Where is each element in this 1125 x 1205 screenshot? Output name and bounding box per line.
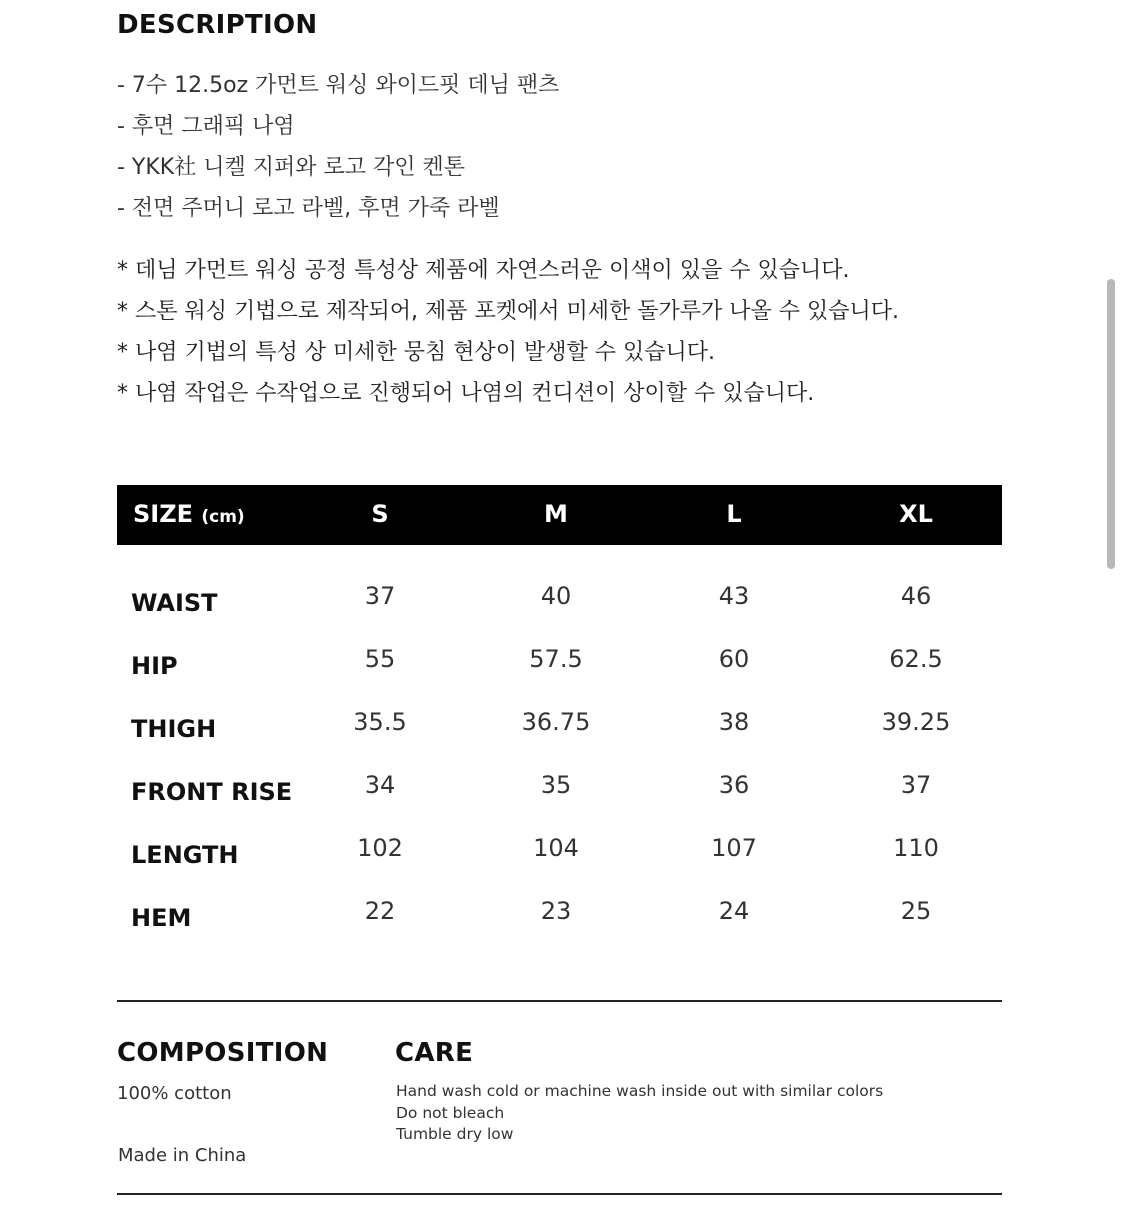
- table-cell: 55: [364, 645, 396, 673]
- row-label: LENGTH: [131, 841, 239, 869]
- table-cell: 37: [900, 771, 932, 799]
- description-title: DESCRIPTION: [117, 10, 318, 40]
- note-item: * 나염 작업은 수작업으로 진행되어 나염의 컨디션이 상이할 수 있습니다.: [117, 381, 815, 406]
- size-table-header: [117, 485, 1002, 545]
- divider: [117, 1193, 1002, 1195]
- table-cell: 36.75: [521, 708, 591, 736]
- care-item: Hand wash cold or machine wash inside out with similar colors: [396, 1082, 884, 1100]
- table-cell: 22: [364, 897, 396, 925]
- table-cell: 40: [540, 582, 572, 610]
- size-header-m: M: [544, 500, 568, 528]
- row-label: HIP: [131, 652, 178, 680]
- description-list: [117, 70, 559, 234]
- table-row: [117, 576, 1002, 639]
- table-cell: 39.25: [881, 708, 951, 736]
- note-item: * 데님 가먼트 워싱 공정 특성상 제품에 자연스러운 이색이 있을 수 있습니다.: [117, 258, 850, 283]
- description-item: - 후면 그래픽 나염: [117, 114, 295, 139]
- description-item: - 전면 주머니 로고 라벨, 후면 가죽 라벨: [117, 196, 500, 221]
- description-item: - YKK社 니켈 지퍼와 로고 각인 켄톤: [117, 155, 465, 180]
- table-cell: 46: [900, 582, 932, 610]
- table-cell: 37: [364, 582, 396, 610]
- scrollbar-thumb[interactable]: [1107, 279, 1115, 569]
- care-item: Do not bleach: [396, 1103, 505, 1122]
- composition-title: COMPOSITION: [117, 1038, 329, 1068]
- divider: [117, 1000, 1002, 1002]
- table-cell: 104: [533, 834, 579, 862]
- table-cell: 60: [718, 645, 750, 673]
- origin-text: Made in China: [118, 1145, 247, 1166]
- size-header-label: [133, 485, 245, 545]
- row-label: THIGH: [131, 715, 217, 743]
- notes-list: [117, 255, 899, 419]
- size-header-l: L: [726, 500, 742, 528]
- table-row: [117, 765, 1002, 828]
- table-cell: 62.5: [889, 645, 943, 673]
- size-table: [117, 485, 1002, 954]
- table-cell: 25: [900, 897, 932, 925]
- table-row: [117, 702, 1002, 765]
- table-row: [117, 891, 1002, 954]
- table-cell: 35.5: [353, 708, 407, 736]
- note-item: * 스톤 워싱 기법으로 제작되어, 제품 포켓에서 미세한 돌가루가 나올 수 있습니다.: [117, 299, 899, 324]
- table-cell: 34: [364, 771, 396, 799]
- table-cell: 38: [718, 708, 750, 736]
- care-title: CARE: [395, 1038, 474, 1068]
- size-header-text: SIZE: [133, 500, 194, 528]
- size-table-body: [117, 545, 1002, 954]
- row-label: WAIST: [131, 589, 218, 617]
- table-cell: 23: [540, 897, 572, 925]
- table-cell: 36: [718, 771, 750, 799]
- table-cell: 110: [893, 834, 939, 862]
- table-cell: 57.5: [529, 645, 583, 673]
- care-item: Tumble dry low: [396, 1125, 514, 1143]
- table-cell: 43: [718, 582, 750, 610]
- row-label: FRONT RISE: [131, 778, 293, 806]
- care-list: [396, 1081, 883, 1146]
- size-header-unit: (cm): [201, 507, 245, 527]
- table-cell: 107: [711, 834, 757, 862]
- table-row: [117, 639, 1002, 702]
- table-cell: 24: [718, 897, 750, 925]
- composition-value: 100% cotton: [117, 1083, 232, 1104]
- table-cell: 35: [540, 771, 572, 799]
- note-item: * 나염 기법의 특성 상 미세한 뭉침 현상이 발생할 수 있습니다.: [117, 340, 715, 365]
- table-row: [117, 828, 1002, 891]
- row-label: HEM: [131, 904, 192, 932]
- description-item: - 7수 12.5oz 가먼트 워싱 와이드핏 데님 팬츠: [117, 73, 560, 98]
- size-header-s: S: [371, 500, 389, 528]
- table-cell: 102: [357, 834, 403, 862]
- size-header-xl: XL: [899, 500, 933, 528]
